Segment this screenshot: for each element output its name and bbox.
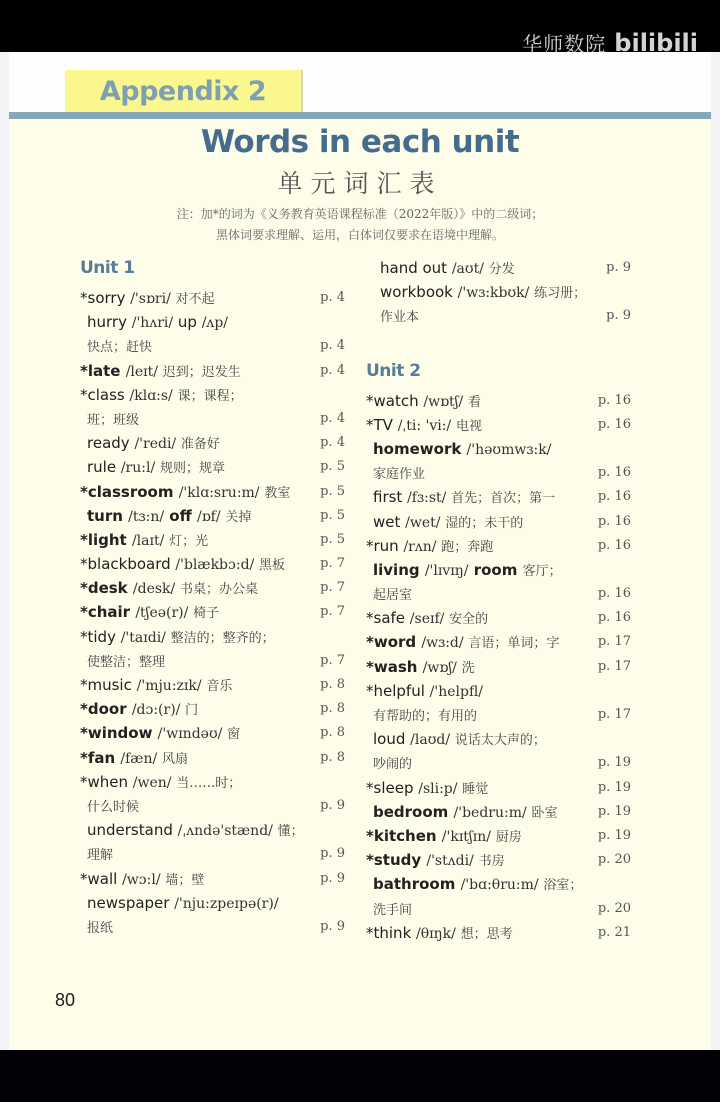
page-reference: p. 16 [597,610,631,626]
page-reference: p. 16 [597,537,631,553]
book-page [9,52,711,1050]
unit-1-heading: Unit 1 [80,258,135,278]
word-entry [80,455,345,479]
word-entry-text: *class /klɑ:s/ 课；课程； [80,385,243,404]
word-entry [80,625,340,649]
word-entry-text: first /fɜ:st/ 首先；首次；第一 [373,488,556,507]
word-entry [366,824,631,848]
page-reference: p. 17 [597,658,631,674]
word-entry-text: *think /θɪŋk/ 想；思考 [366,923,513,942]
page-reference: p. 8 [320,749,345,765]
word-entry-text: *run /rʌn/ 跑；奔跑 [366,536,494,555]
word-entry-text: *music /'mju:zɪk/ 音乐 [80,676,233,694]
page-reference: p. 5 [320,531,345,547]
word-entry [366,727,626,751]
word-entry-text: 班；班级 [87,412,140,428]
word-entry-text: homework /'həʊmwɜ:k/ [373,439,552,458]
page-reference: p. 20 [597,852,631,868]
video-bottom-letterbox [0,1050,720,1102]
word-entry-text: 理解 [87,848,114,864]
word-entry [366,872,626,896]
word-entry [80,310,340,334]
appendix-tab: Appendix 2 [65,70,301,112]
word-entry [366,897,631,921]
word-entry-text: *TV /ˌti: 'vi:/ 电视 [366,415,483,434]
unit-2-heading: Unit 2 [366,360,421,381]
word-entry [366,413,631,437]
word-entry [373,280,626,304]
word-entry-text: hurry /'hʌri/ up /ʌp/ [87,313,229,332]
page-subtitle: 单元词汇表 [277,169,443,198]
page-reference: p. 5 [320,507,345,523]
word-entry-text: *tidy /'taɪdi/ 整洁的；整齐的； [80,627,275,646]
page-reference: p. 19 [597,779,631,795]
word-entry [80,721,345,745]
word-entry-text: 使整洁；整理 [87,654,166,670]
word-entry [80,794,345,818]
word-entry-text: 什么时候 [87,799,140,815]
word-entry-text: 报纸 [87,920,114,936]
word-entry [366,655,631,679]
page-reference: p. 9 [320,918,345,934]
page-reference: p. 4 [320,338,345,354]
word-entry [366,800,631,824]
word-entry-text: ready /'redi/ 准备好 [87,434,220,453]
word-entry-text: *wash /wɒʃ/ 洗 [366,657,475,676]
word-entry [366,848,631,872]
page-reference: p. 4 [320,410,345,426]
word-entry-text: *wall /wɔ:l/ 墙；壁 [80,869,205,888]
word-entry-text: *fan /fæn/ 风扇 [80,748,188,767]
word-entry-text: 吵闹的 [373,757,413,773]
word-entry-text: *study /'stʌdi/ 书房 [366,851,505,870]
word-entry [80,286,345,310]
header-divider [9,112,711,119]
word-entry-text: 家庭作业 [373,467,426,483]
right-column [366,256,631,945]
page-title: Words in each unit [200,124,520,160]
word-entry-text: wet /wet/ 湿的；未干的 [373,512,524,531]
page-reference: p. 5 [320,483,345,499]
page-reference: p. 21 [597,924,631,940]
word-entry [366,461,631,485]
word-entry [80,528,345,552]
word-entry [366,751,631,775]
word-entry [80,770,340,794]
word-entry-text: *classroom /'klɑ:sru:m/ 教室 [80,482,291,501]
word-entry [80,818,340,842]
page-reference: p. 8 [320,677,345,692]
word-entry [366,679,626,703]
word-entry-text: loud /laʊd/ 说话太大声的； [373,730,546,749]
word-entry [80,431,345,455]
page-reference: p. 16 [597,392,631,408]
note-line-2: 黑体词要求理解、运用，白体词仅要求在语境中理解。 [215,228,504,242]
word-entry [80,842,345,866]
word-entry-text: *word /wɜ:d/ 言语；单词；字 [366,633,560,652]
word-entry-text: hand out /aʊt/ 分发 [380,259,515,277]
word-entry-text: newspaper /'nju:zpeɪpə(r)/ [87,893,279,912]
page-reference: p. 7 [320,556,345,572]
word-entry-text: *desk /desk/ 书桌；办公桌 [80,579,259,598]
page-reference: p. 9 [320,870,345,886]
word-entry-text: 快点；赶快 [87,340,153,356]
page-reference: p. 7 [320,604,345,620]
word-entry-text: rule /ru:l/ 规则；规章 [87,458,225,477]
video-watermark [522,28,698,57]
page-reference: p. 16 [597,489,631,505]
word-entry-text: *chair /tʃeə(r)/ 椅子 [80,603,220,622]
unit-1-continued-list [373,256,631,329]
page-reference: p. 19 [597,827,631,843]
page-reference: p. 9 [606,308,631,324]
word-entry-text: *sorry /'sɒri/ 对不起 [80,289,215,307]
word-entry [80,504,345,528]
word-entry-text: 作业本 [380,310,420,326]
page-number: 80 [55,990,76,1010]
page-reference: p. 5 [320,459,345,475]
word-entry-text: *window /'wɪndəʊ/ 窗 [80,724,241,743]
word-entry-text: *blackboard /'blækbɔ:d/ 黑板 [80,555,286,574]
word-entry [80,552,345,576]
word-entry-text: workbook /'wɜ:kbʊk/ 练习册； [380,283,587,302]
word-entry [366,437,626,461]
page-reference: p. 19 [597,803,631,819]
word-entry-text: turn /tɜ:n/ off /ɒf/ 关掉 [87,506,252,525]
page-reference: p. 16 [597,465,631,481]
word-entry [366,510,631,534]
page-reference: p. 16 [597,416,631,432]
word-entry [366,389,631,413]
word-entry [366,776,631,800]
word-entry [80,649,345,673]
page-reference: p. 9 [320,846,345,862]
book-page-frame [0,52,720,1050]
word-entry [366,582,631,606]
page-reference: p. 9 [606,260,631,275]
word-entry [80,480,345,504]
page-reference: p. 8 [320,701,345,717]
word-entry [366,630,631,654]
word-entry-text: 洗手间 [373,902,413,918]
word-entry [366,558,626,582]
page-reference: p. 4 [320,435,345,451]
page-reference: p. 17 [597,707,631,722]
word-entry-text: *helpful /'helpfl/ [366,681,484,700]
note-line-1: 注：加*的词为《义务教育英语课程标准（2022年版）》中的二级词； [176,207,544,221]
unit-1-word-list [80,286,345,939]
page-reference: p. 16 [597,513,631,529]
word-entry-text: *sleep /sli:p/ 睡觉 [366,778,489,797]
page-reference: p. 19 [597,755,631,771]
word-entry-text: bedroom /'bedru:m/ 卧室 [373,802,558,821]
page-reference: p. 7 [320,652,345,668]
word-entry [366,534,631,558]
word-entry [366,485,631,509]
page-reference: p. 20 [597,900,631,916]
word-entry [373,256,631,280]
word-entry [80,600,345,624]
word-entry-text: 有帮助的；有用的 [373,709,478,724]
word-entry [80,359,345,383]
word-entry-text: *light /laɪt/ 灯；光 [80,530,209,549]
word-entry-text: *late /leɪt/ 迟到；迟发生 [80,361,241,380]
left-column [80,256,345,939]
word-entry-text: understand /ˌʌndə'stænd/ 懂； [87,821,304,840]
word-entry [80,746,345,770]
word-entry [80,673,345,697]
channel-name: 华师数院 [522,32,607,56]
word-entry-text: *kitchen /'kɪtʃɪn/ 厨房 [366,826,522,845]
word-entry [373,304,631,328]
word-entry [366,921,631,945]
word-entry-text: *safe /seɪf/ 安全的 [366,609,489,628]
page-reference: p. 16 [597,586,631,602]
word-entry [80,383,340,407]
word-entry [80,576,345,600]
word-entry-text: 起居室 [373,588,413,604]
word-entry [80,867,345,891]
word-entry [80,891,340,915]
page-reference: p. 7 [320,580,345,596]
page-reference: p. 8 [320,725,345,741]
page-reference: p. 17 [597,634,631,650]
word-entry-text: *when /wen/ 当……时； [80,772,242,791]
word-entry [80,915,345,939]
word-entry [366,606,631,630]
word-entry-text: *watch /wɒtʃ/ 看 [366,391,481,410]
word-entry [80,407,345,431]
word-entry [80,697,345,721]
word-entry [366,703,631,727]
page-reference: p. 9 [320,797,345,813]
note [9,204,711,246]
unit-spacer [366,329,626,359]
bilibili-logo-icon: bilibili [614,29,698,57]
word-entry-text: *door /dɔ:(r)/ 门 [80,700,199,719]
word-entry-text: living /'lɪvɪŋ/ room 客厅； [373,560,562,579]
word-entry [80,334,345,358]
unit-2-word-list [366,389,631,945]
page-reference: p. 4 [320,290,345,305]
word-entry-text: bathroom /'bɑ:θru:m/ 浴室； [373,875,583,894]
page-reference: p. 4 [320,362,345,378]
